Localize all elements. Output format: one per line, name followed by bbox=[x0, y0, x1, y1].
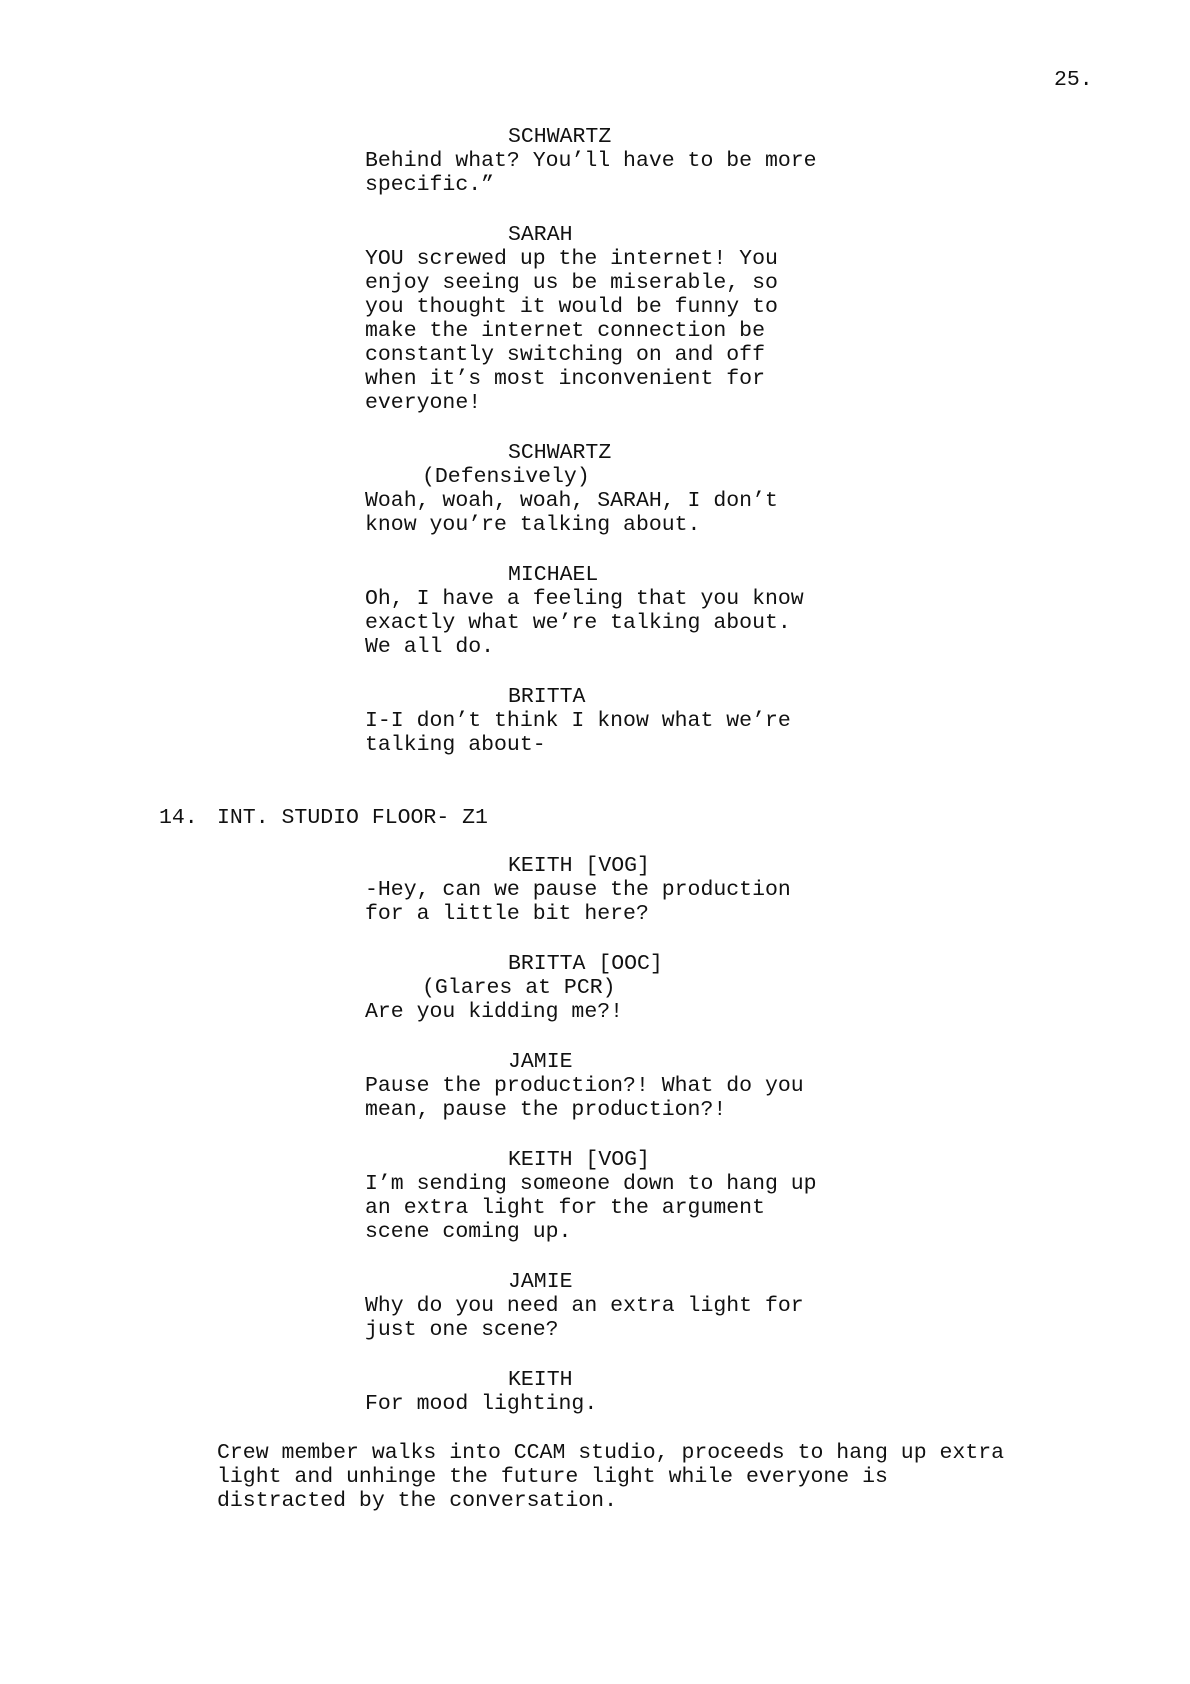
dialogue-line: know you’re talking about. bbox=[365, 513, 701, 537]
character-line: BRITTA [OOC] bbox=[508, 952, 663, 976]
parenthetical-line: (Glares at PCR) bbox=[422, 976, 616, 1000]
dialogue-line: for a little bit here? bbox=[365, 902, 649, 926]
character-line: JAMIE bbox=[508, 1270, 573, 1294]
dialogue-line: -Hey, can we pause the production bbox=[365, 878, 791, 902]
character-line: JAMIE bbox=[508, 1050, 573, 1074]
dialogue-line: just one scene? bbox=[365, 1318, 559, 1342]
page-number: 25. bbox=[1054, 68, 1093, 92]
dialogue-line: scene coming up. bbox=[365, 1220, 572, 1244]
dialogue-line: Why do you need an extra light for bbox=[365, 1294, 804, 1318]
dialogue-line: specific.” bbox=[365, 173, 495, 197]
character-line: KEITH [VOG] bbox=[508, 1148, 650, 1172]
dialogue-line: an extra light for the argument bbox=[365, 1196, 765, 1220]
dialogue-line: enjoy seeing us be miserable, so bbox=[365, 271, 778, 295]
dialogue-line: For mood lighting. bbox=[365, 1392, 598, 1416]
dialogue-line: I-I don’t think I know what we’re bbox=[365, 709, 791, 733]
dialogue-line: Woah, woah, woah, SARAH, I don’t bbox=[365, 489, 778, 513]
action-line: light and unhinge the future light while everyone is bbox=[217, 1465, 888, 1489]
character-line: KEITH [VOG] bbox=[508, 854, 650, 878]
character-line: KEITH bbox=[508, 1368, 573, 1392]
dialogue-line: Oh, I have a feeling that you know bbox=[365, 587, 804, 611]
character-line: SARAH bbox=[508, 223, 573, 247]
scene-number-line: 14. bbox=[159, 806, 198, 830]
dialogue-line: Are you kidding me?! bbox=[365, 1000, 624, 1024]
dialogue-line: talking about- bbox=[365, 733, 546, 757]
character-line: BRITTA bbox=[508, 685, 586, 709]
dialogue-line: you thought it would be funny to bbox=[365, 295, 778, 319]
dialogue-line: exactly what we’re talking about. bbox=[365, 611, 791, 635]
dialogue-line: mean, pause the production?! bbox=[365, 1098, 727, 1122]
action-line: Crew member walks into CCAM studio, proceeds to hang up extra bbox=[217, 1441, 1005, 1465]
scene-heading-line: INT. STUDIO FLOOR- Z1 bbox=[217, 806, 488, 830]
dialogue-line: everyone! bbox=[365, 391, 482, 415]
dialogue-line: We all do. bbox=[365, 635, 495, 659]
character-line: SCHWARTZ bbox=[508, 441, 612, 465]
dialogue-line: Behind what? You’ll have to be more bbox=[365, 149, 817, 173]
dialogue-line: YOU screwed up the internet! You bbox=[365, 247, 778, 271]
action-line: distracted by the conversation. bbox=[217, 1489, 617, 1513]
character-line: SCHWARTZ bbox=[508, 125, 612, 149]
dialogue-line: when it’s most inconvenient for bbox=[365, 367, 765, 391]
dialogue-line: constantly switching on and off bbox=[365, 343, 765, 367]
character-line: MICHAEL bbox=[508, 563, 599, 587]
dialogue-line: Pause the production?! What do you bbox=[365, 1074, 804, 1098]
dialogue-line: make the internet connection be bbox=[365, 319, 765, 343]
parenthetical-line: (Defensively) bbox=[422, 465, 590, 489]
dialogue-line: I’m sending someone down to hang up bbox=[365, 1172, 817, 1196]
